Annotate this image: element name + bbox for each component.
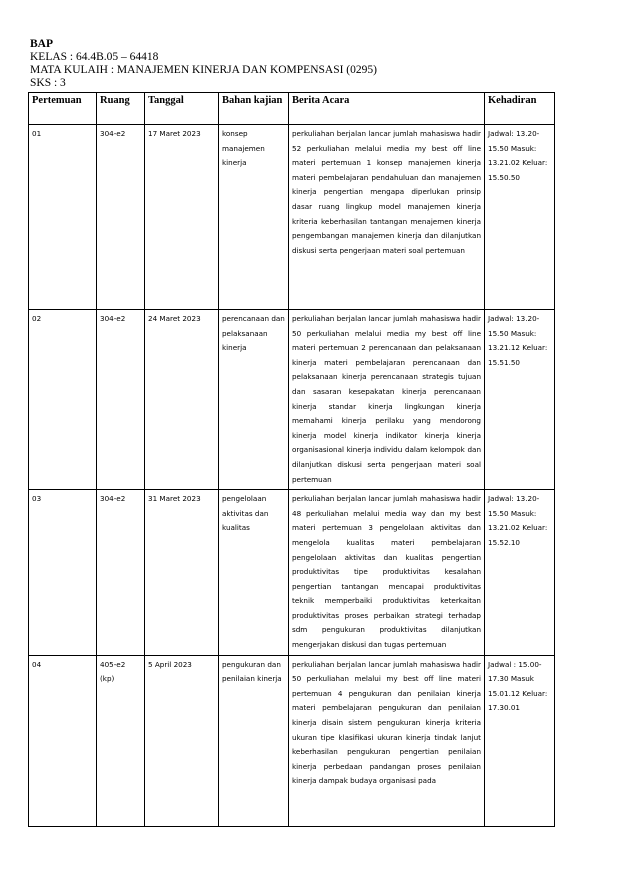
cell-kehadiran: Jadwal: 13.20-15.50 Masuk: 13.21.12 Keluar: 15.51.50 <box>485 310 555 490</box>
col-header-kehadiran: Kehadiran <box>485 93 555 125</box>
cell-tanggal: 31 Maret 2023 <box>145 490 219 656</box>
berita-acara-text: perkuliahan berjalan lancar jumlah mahasiswa hadir 50 perkuliahan melalui my best off line materi pertemuan 4 pengukuran dan penilaian kinerja materi pembelajaran pengukuran dan penilaian kinerja disain sistem pengukuran kinerja kriteria ukuran tipe klasifikasi ukuran kinerja tindak lanjut keberhasilan pengukuran pengertian penilaian kinerja perbedaan pandangan proses penilaian kinerja dampak budaya organisasi pada <box>292 659 481 786</box>
cell-berita-acara: perkuliahan berjalan lancar jumlah mahasiswa hadir 52 perkuliahan melalui media my best off line materi pertemuan 1 konsep manajemen kinerja materi pembelajaran pendahuluan dan manajemen kinerja pengertian mengapa diperlukan prinsip dasar ruang lingkup model manajemen kinerja kriteria keberhasilan tantangan menajemen kinerja pengembangan manajemen kinerja dan dilanjutkan diskusi serta pengerjaan materi soal pertemuan <box>289 125 485 310</box>
cell-pertemuan: 01 <box>29 125 97 310</box>
cell-tanggal: 24 Maret 2023 <box>145 310 219 490</box>
cell-ruang: 304-e2 <box>97 490 145 656</box>
cell-kehadiran: Jadwal : 15.00-17.30 Masuk 15.01.12 Keluar: 17.30.01 <box>485 655 555 826</box>
col-header-pertemuan: Pertemuan <box>29 93 97 125</box>
table-header-row <box>29 93 555 125</box>
cell-bahan-kajian: perencanaan dan pelaksanaan kinerja <box>219 310 289 490</box>
cell-tanggal: 5 April 2023 <box>145 655 219 826</box>
cell-kehadiran: Jadwal: 13.20-15.50 Masuk: 13.21.02 Keluar: 15.52.10 <box>485 490 555 656</box>
document-header <box>30 38 377 90</box>
table-row <box>29 490 555 656</box>
table-row <box>29 310 555 490</box>
cell-berita-acara: perkuliahan berjalan lancar jumlah mahasiswa hadir 50 perkuliahan melalui media my best off line materi pertemuan 2 perencanaan dan pelaksanaan kinerja materi pembelajaran perencanaan dan pelaksanaan kinerja perencanaan strategis tujuan dan sasaran kesepakatan kinerja perencanaan kinerja standar kinerja lingkungan kinerja memahami kinerja perilaku yang mendorong kinerja model kinerja indikator kinerja kinerja organisasional kinerja individu dalam kelompok dan dilanjutkan diskusi serta pengerjaan materi soal pertemuan <box>289 310 485 490</box>
table-row <box>29 125 555 310</box>
table-row <box>29 655 555 826</box>
col-header-berita-acara: Berita Acara <box>289 93 485 125</box>
cell-bahan-kajian: pengelolaan aktivitas dan kualitas <box>219 490 289 656</box>
cell-ruang: 405-e2 (kp) <box>97 655 145 826</box>
col-header-tanggal: Tanggal <box>145 93 219 125</box>
cell-tanggal: 17 Maret 2023 <box>145 125 219 310</box>
cell-pertemuan: 04 <box>29 655 97 826</box>
kelas-line: KELAS : 64.4B.05 – 64418 <box>30 51 159 63</box>
col-header-bahan-kajian: Bahan kajian <box>219 93 289 125</box>
doc-title: BAP <box>30 38 53 50</box>
cell-bahan-kajian: konsep manajemen kinerja <box>219 125 289 310</box>
cell-pertemuan: 02 <box>29 310 97 490</box>
sks-line: SKS : 3 <box>30 77 66 89</box>
col-header-ruang: Ruang <box>97 93 145 125</box>
cell-berita-acara <box>289 655 485 826</box>
cell-ruang: 304-e2 <box>97 125 145 310</box>
cell-ruang: 304-e2 <box>97 310 145 490</box>
cell-pertemuan: 03 <box>29 490 97 656</box>
cell-berita-acara: perkuliahan berjalan lancar jumlah mahasiswa hadir 48 perkuliahan melalui media way dan my best materi pertemuan 3 pengelolaan aktivitas dan mengelola kualitas materi pembelajaran pengelolaan aktivitas dan kualitas pengertian produktivitas tipe produktivitas kesalahan pengertian tantangan mencapai produktivitas teknik memperbaiki produktivitas keterkaitan produktivitas proses perbaikan strategi terhadap sdm pengukuran produktivitas dilanjutkan mengerjakan diskusi dan tugas pertemuan <box>289 490 485 656</box>
cell-bahan-kajian: pengukuran dan penilaian kinerja <box>219 655 289 826</box>
cell-kehadiran: Jadwal: 13.20-15.50 Masuk: 13.21.02 Keluar: 15.50.50 <box>485 125 555 310</box>
bap-table <box>28 92 555 827</box>
mata-kuliah-line: MATA KULAIH : MANAJEMEN KINERJA DAN KOMPENSASI (0295) <box>30 64 377 76</box>
